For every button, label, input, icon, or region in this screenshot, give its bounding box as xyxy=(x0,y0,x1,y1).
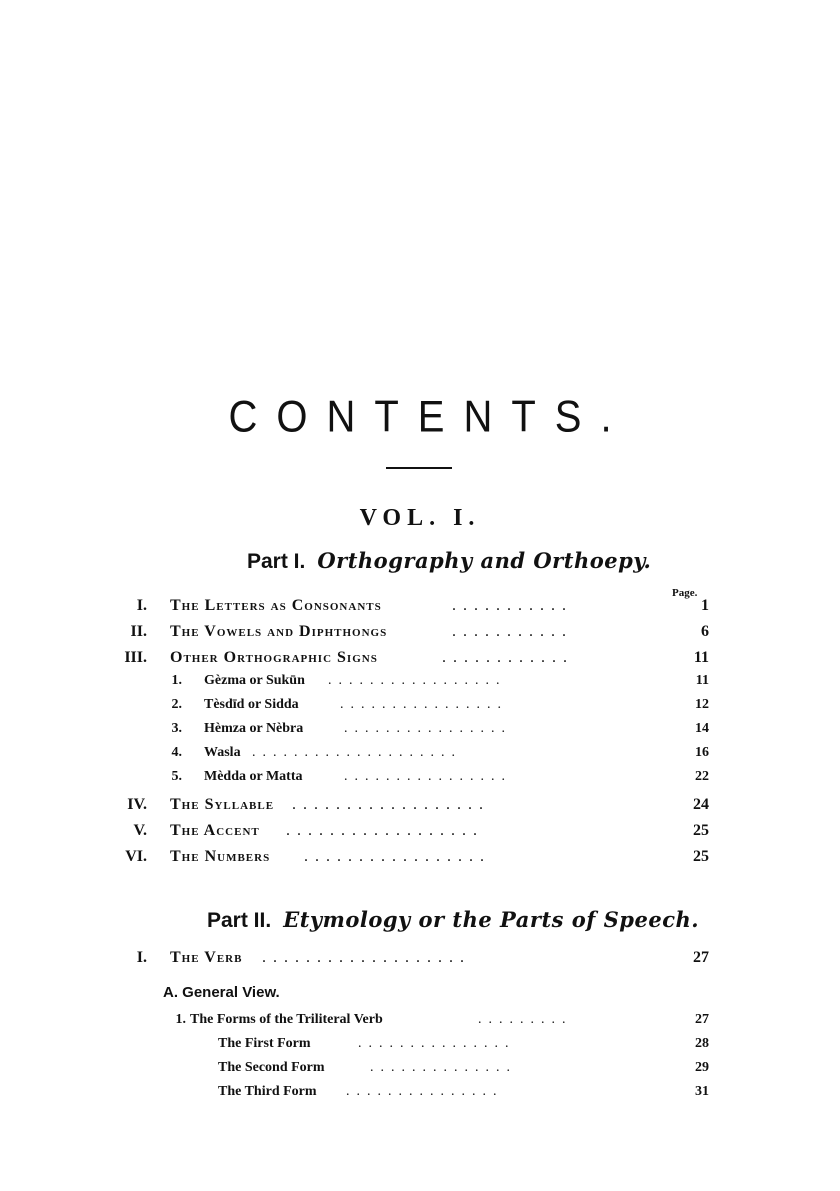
toc-entry[interactable] xyxy=(0,721,840,743)
entry-label: The Forms of the Triliteral Verb xyxy=(190,1012,383,1027)
toc-entry[interactable] xyxy=(0,673,840,695)
leader-dots: ................ xyxy=(340,697,508,712)
entry-label: The Accent xyxy=(170,822,260,839)
page-title: CONTENTS. xyxy=(228,392,631,442)
entry-label: The Verb xyxy=(170,949,243,966)
leader-dots: ............... xyxy=(346,1084,504,1099)
leader-dots: ............... xyxy=(358,1036,516,1051)
entry-label: Other Orthographic Signs xyxy=(170,649,378,666)
entry-page: 11 xyxy=(693,649,709,666)
entry-label: The Numbers xyxy=(170,848,271,865)
entry-page: 27 xyxy=(695,1012,709,1027)
part2-heading xyxy=(207,907,699,933)
entry-page: 14 xyxy=(695,721,709,736)
part2-number: Part II. xyxy=(207,909,272,932)
leader-dots: .............. xyxy=(370,1060,517,1075)
page-column-label: Page. xyxy=(672,587,698,599)
toc-entry[interactable] xyxy=(0,769,840,791)
entry-number: 1. xyxy=(175,1012,186,1027)
entry-page: 16 xyxy=(695,745,709,760)
toc-entry[interactable] xyxy=(0,697,840,719)
entry-page: 31 xyxy=(695,1084,709,1099)
entry-number: VI. xyxy=(125,848,147,865)
toc-section-heading xyxy=(0,984,840,1006)
entry-label: The Second Form xyxy=(218,1060,325,1075)
entry-label: The Syllable xyxy=(170,796,275,813)
entry-number: V. xyxy=(133,822,147,839)
entry-label: Tèsdīd or Sidda xyxy=(204,697,299,712)
entry-label: The Third Form xyxy=(218,1084,317,1099)
part1-heading xyxy=(247,548,651,574)
entry-number: II. xyxy=(130,623,147,640)
leader-dots: ........... xyxy=(452,597,573,614)
toc-entry[interactable] xyxy=(0,796,840,818)
entry-label: The Letters as Consonants xyxy=(170,597,382,614)
leader-dots: ................ xyxy=(344,721,512,736)
entry-page: 6 xyxy=(701,623,709,640)
leader-dots: ......... xyxy=(478,1012,573,1027)
leader-dots: .................. xyxy=(292,796,490,813)
entry-label: The First Form xyxy=(218,1036,311,1051)
entry-page: 25 xyxy=(693,848,709,865)
toc-entry[interactable] xyxy=(0,1012,840,1034)
section-label: A. General View. xyxy=(163,984,280,1001)
toc-entry[interactable] xyxy=(0,1060,840,1082)
entry-page: 25 xyxy=(693,822,709,839)
toc-entry[interactable] xyxy=(0,1036,840,1058)
toc-entry[interactable] xyxy=(0,745,840,767)
leader-dots: ................... xyxy=(262,949,471,966)
entry-page: 11 xyxy=(695,673,709,688)
toc-entry[interactable] xyxy=(0,848,840,870)
entry-page: 1 xyxy=(701,597,709,614)
entry-label: Wasla xyxy=(204,745,241,760)
entry-label: The Vowels and Diphthongs xyxy=(170,623,388,640)
entry-number: IV. xyxy=(127,796,147,813)
toc-entry[interactable] xyxy=(0,597,840,619)
toc-entry[interactable] xyxy=(0,1084,840,1106)
volume-heading: VOL. I. xyxy=(359,505,481,531)
leader-dots: ............ xyxy=(442,649,574,666)
entry-number: I. xyxy=(136,597,147,614)
toc-entry[interactable] xyxy=(0,822,840,844)
title-rule xyxy=(386,467,452,469)
leader-dots: .................. xyxy=(286,822,484,839)
entry-label: Mèdda or Matta xyxy=(204,769,303,784)
leader-dots: .................... xyxy=(252,745,462,760)
entry-page: 27 xyxy=(693,949,709,966)
leader-dots: ................. xyxy=(328,673,507,688)
entry-number: III. xyxy=(124,649,147,666)
entry-page: 24 xyxy=(693,796,709,813)
entry-number: 5. xyxy=(171,769,182,784)
part1-title: Orthography and Orthoepy. xyxy=(317,548,652,573)
toc-entry[interactable] xyxy=(0,949,840,971)
entry-page: 29 xyxy=(695,1060,709,1075)
entry-number: 3. xyxy=(171,721,182,736)
entry-label: Hèmza or Nèbra xyxy=(204,721,304,736)
entry-number: 4. xyxy=(171,745,182,760)
entry-label: Gèzma or Sukūn xyxy=(204,673,305,688)
toc-entry[interactable] xyxy=(0,649,840,671)
entry-page: 22 xyxy=(695,769,709,784)
entry-number: 1. xyxy=(171,673,182,688)
leader-dots: ................ xyxy=(344,769,512,784)
toc-entry[interactable] xyxy=(0,623,840,645)
entry-number: I. xyxy=(136,949,147,966)
part2-title: Etymology or the Parts of Speech. xyxy=(283,907,700,932)
entry-page: 12 xyxy=(695,697,709,712)
leader-dots: ........... xyxy=(452,623,573,640)
part1-number: Part I. xyxy=(247,550,306,573)
entry-number: 2. xyxy=(171,697,182,712)
leader-dots: ................. xyxy=(304,848,491,865)
entry-page: 28 xyxy=(695,1036,709,1051)
